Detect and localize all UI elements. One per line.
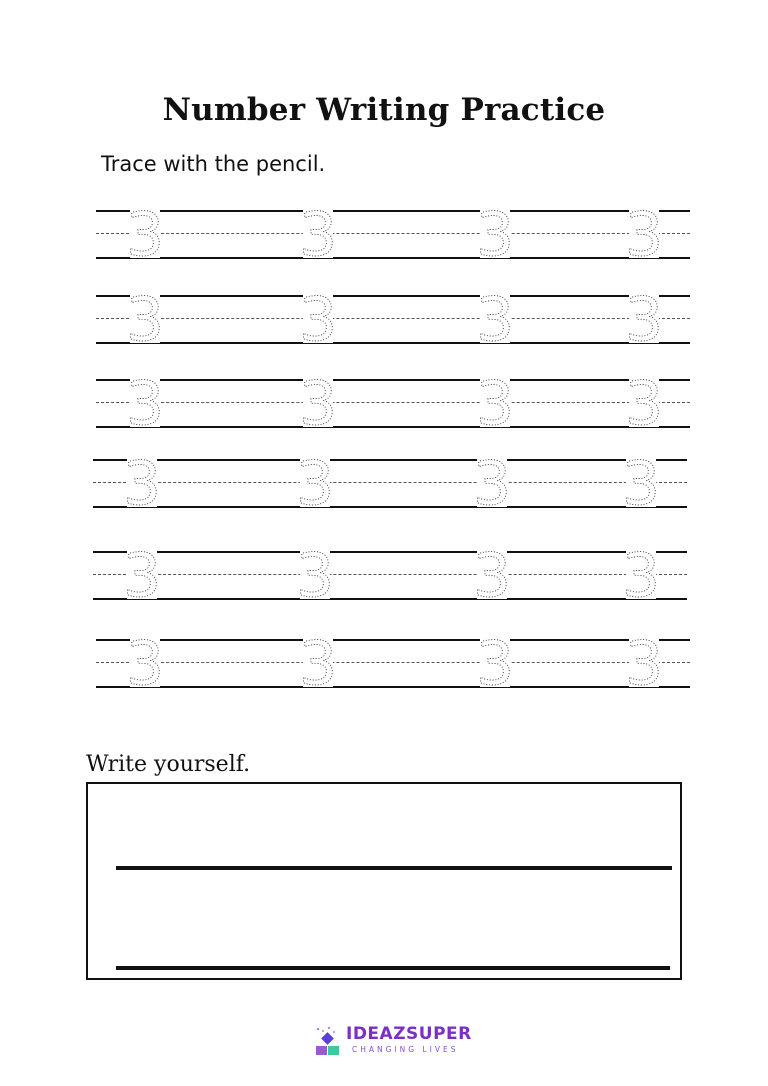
trace-digit-text: 3 xyxy=(122,449,162,519)
base-line xyxy=(96,257,690,259)
brand-name: IDEAZSUPER xyxy=(346,1024,472,1044)
trace-row-3 xyxy=(0,369,768,439)
top-line xyxy=(96,639,690,641)
write-line-2 xyxy=(116,966,670,970)
trace-digit-3[interactable] xyxy=(298,285,338,355)
trace-digit-3[interactable] xyxy=(122,541,162,611)
base-line xyxy=(93,506,687,508)
trace-digit-3[interactable] xyxy=(125,285,165,355)
trace-digit-text: 3 xyxy=(125,369,165,439)
mid-guide-line xyxy=(96,402,690,403)
trace-digit-text: 3 xyxy=(472,449,512,519)
trace-digit-text: 3 xyxy=(624,629,664,699)
trace-digit-text: 3 xyxy=(624,369,664,439)
trace-digit-3[interactable] xyxy=(298,369,338,439)
trace-digit-text: 3 xyxy=(624,285,664,355)
top-line xyxy=(96,295,690,297)
dotted-digit-glyph xyxy=(125,200,165,270)
trace-row-2 xyxy=(0,285,768,355)
trace-row-4 xyxy=(0,449,768,519)
base-line xyxy=(93,598,687,600)
brand-tagline: CHANGING LIVES xyxy=(352,1045,459,1054)
trace-row-5 xyxy=(0,541,768,611)
top-line xyxy=(96,210,690,212)
trace-digit-3[interactable] xyxy=(125,629,165,699)
dotted-digit-glyph xyxy=(125,629,165,699)
trace-digit-3[interactable] xyxy=(624,369,664,439)
dotted-digit-glyph xyxy=(122,449,162,519)
trace-digit-3[interactable] xyxy=(621,541,661,611)
trace-digit-text: 3 xyxy=(125,200,165,270)
trace-digit-text: 3 xyxy=(125,285,165,355)
trace-row-1 xyxy=(0,200,768,270)
dotted-digit-glyph xyxy=(624,285,664,355)
dotted-digit-glyph xyxy=(621,541,661,611)
mid-guide-line xyxy=(93,574,687,575)
dotted-digit-glyph xyxy=(472,449,512,519)
dotted-digit-glyph xyxy=(475,200,515,270)
dotted-digit-glyph xyxy=(475,285,515,355)
trace-digit-3[interactable] xyxy=(472,541,512,611)
dotted-digit-glyph xyxy=(298,200,338,270)
dotted-digit-glyph xyxy=(475,629,515,699)
top-line xyxy=(93,551,687,553)
dotted-digit-glyph xyxy=(621,449,661,519)
dotted-digit-glyph xyxy=(298,369,338,439)
mid-guide-line xyxy=(96,662,690,663)
trace-digit-text: 3 xyxy=(475,200,515,270)
trace-instruction: Trace with the pencil. xyxy=(101,152,326,176)
trace-digit-text: 3 xyxy=(298,200,338,270)
trace-digit-3[interactable] xyxy=(624,200,664,270)
trace-digit-3[interactable] xyxy=(122,449,162,519)
trace-digit-3[interactable] xyxy=(475,629,515,699)
trace-digit-text: 3 xyxy=(295,541,335,611)
dotted-digit-glyph xyxy=(298,629,338,699)
trace-digit-text: 3 xyxy=(621,449,661,519)
trace-row-6 xyxy=(0,629,768,699)
trace-digit-3[interactable] xyxy=(295,541,335,611)
trace-digit-3[interactable] xyxy=(475,369,515,439)
base-line xyxy=(96,686,690,688)
trace-digit-text: 3 xyxy=(298,285,338,355)
trace-digit-3[interactable] xyxy=(624,629,664,699)
dotted-digit-glyph xyxy=(125,369,165,439)
write-line-1 xyxy=(116,866,672,870)
trace-digit-text: 3 xyxy=(122,541,162,611)
trace-digit-text: 3 xyxy=(475,369,515,439)
trace-digit-text: 3 xyxy=(298,629,338,699)
trace-digit-3[interactable] xyxy=(621,449,661,519)
brand-logo-icon xyxy=(314,1026,342,1056)
dotted-digit-glyph xyxy=(295,449,335,519)
trace-digit-text: 3 xyxy=(295,449,335,519)
top-line xyxy=(96,379,690,381)
dotted-digit-glyph xyxy=(122,541,162,611)
mid-guide-line xyxy=(93,482,687,483)
dotted-digit-glyph xyxy=(295,541,335,611)
base-line xyxy=(96,342,690,344)
trace-digit-3[interactable] xyxy=(475,200,515,270)
trace-digit-3[interactable] xyxy=(125,200,165,270)
trace-digit-text: 3 xyxy=(621,541,661,611)
dotted-digit-glyph xyxy=(624,200,664,270)
trace-digit-text: 3 xyxy=(125,629,165,699)
trace-digit-3[interactable] xyxy=(472,449,512,519)
write-instruction: Write yourself. xyxy=(86,752,251,777)
mid-guide-line xyxy=(96,318,690,319)
mid-guide-line xyxy=(96,233,690,234)
dotted-digit-glyph xyxy=(125,285,165,355)
dotted-digit-glyph xyxy=(475,369,515,439)
trace-digit-3[interactable] xyxy=(125,369,165,439)
page-title: Number Writing Practice xyxy=(162,92,606,128)
trace-digit-3[interactable] xyxy=(298,629,338,699)
trace-digit-text: 3 xyxy=(475,629,515,699)
trace-digit-text: 3 xyxy=(472,541,512,611)
trace-digit-text: 3 xyxy=(298,369,338,439)
trace-digit-text: 3 xyxy=(624,200,664,270)
top-line xyxy=(93,459,687,461)
base-line xyxy=(96,426,690,428)
trace-digit-3[interactable] xyxy=(298,200,338,270)
dotted-digit-glyph xyxy=(298,285,338,355)
trace-digit-3[interactable] xyxy=(475,285,515,355)
dotted-digit-glyph xyxy=(472,541,512,611)
trace-digit-text: 3 xyxy=(475,285,515,355)
dotted-digit-glyph xyxy=(624,629,664,699)
dotted-digit-glyph xyxy=(624,369,664,439)
write-box[interactable] xyxy=(86,782,682,980)
trace-digit-3[interactable] xyxy=(295,449,335,519)
trace-digit-3[interactable] xyxy=(624,285,664,355)
footer-logo xyxy=(314,1024,484,1060)
